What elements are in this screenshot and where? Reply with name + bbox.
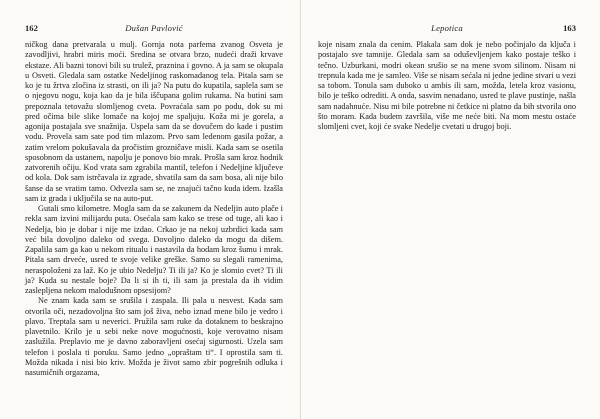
paragraph: Ne znam kada sam se srušila i zaspala. Ili pala u nesvest. Kada sam otvorila oči, nezadovoljna što sam još živa, nebo iznad mene bilo je vedro i plavo. Treptala sam u neverici. Pružila sam ruke da dotaknem to beskrajno plavetnilo. Krilo je u sebi neke nove mogućnosti, koje verovatno nisam zaslužila. Preplavio me je davno zaboravljeni osećaj sigurnosti. Uzela sam telefon i poslala ti poruku. Samo jedno „opraštam ti“. I oprostila sam ti. Možda nikada i nisi bio kriv. Možda je život samo zbir pogrešnih odluka i nasumičnih orgazama, (25, 296, 283, 377)
running-head-title: Lepotica (431, 23, 463, 33)
running-head-right (318, 22, 576, 34)
paragraph: Gutali smo kilometre. Mogla sam da se zakunem da Nedeljin auto plače i rekla sam izvini milijardu puta. Osećala sam kako se trese od tuge, ali kao i Nedelja, bio je dobar i nije me izdao. Crkao je na nekoj uzbrdici kada sam već bila dovoljno daleko od svega. Dovoljno daleko da mogu da dišem. Zapalila sam ga kao u nekom ritualu i nastavila da hodam kroz šumu i mrak. Pitala sam drveće, usred te svoje velike greške. Samo su slegali ramenima, neraspoloženi za laž. Ko je ubio Nedelju? Ti ili ja? Ko je slomio cvet? Ti ili ja? Kuda su nestale boje? Da li si ih ti, ili sam ja prestala da ih vidim zaslepljena nekom malodušnom opsesijom? (25, 204, 283, 295)
body-text-left (25, 40, 283, 378)
running-head-author: Dušan Pavlović (125, 23, 183, 33)
body-text-right (318, 40, 576, 132)
paragraph: ničkog dana pretvarala u mulj. Gornja nota parfema zvanog Osveta je zavodljivi, hrabri miris moći. Sredina se otvara brzo, nudeći draži krvave ekstaze. Ali bazni tonovi bili su trulež, praznina i govno. A ja sam se okupala u Osveti. Gledala sam ostatke Nedeljinog raskomadanog tela. Pitala sam se ko je tu žrtva zločina iz strasti, on ili ja? Na putu do kupatila, saplela sam se o njegovu nogu, koja kao da je bila iščupana golim rukama. Na butini sam prepoznala tetovažu slomljenog cveta. Povraćala sam po podu, dok su mi pred očima bile slike lomače na kojoj me spaljuju. Koža mi je gorela, a agonija postajala sve snažnija. Uspela sam da se dovučem do kade i pustim vodu. Provela sam sate pod tim mlazom. Prvo sam ledenom gasila požar, a zatim vrelom pokušavala da pročistim grozničave misli. Kada sam se osetila sposobnom da ustanem, napolju je ponovo bio mrak. Prošla sam kroz hodnik zatvorenih očiju. Kod vrata sam zgrabila mantil, telefon i Nedeljine ključeve od kola. Dok sam istrčavala iz zgrade, shvatila sam da sam bosa, ali nije bilo šanse da se vratim tamo. Odvezla sam se, ne znajući tačno kuda idem. Izašla sam iz grada i uključila se na auto-put. (25, 40, 283, 203)
paragraph: koje nisam znala da cenim. Plakala sam dok je nebo počinjalo da ključa i postajalo sve tamnije. Gledala sam sa oduševljenjem kako postaje teško i tečno. Uzburkani, modri okean srušio se na mene svom silinom. Nisam ni trepnula kada me je samleo. Više se nisam sećala ni jedne jedine stvari u vezi sa tobom. Tonula sam duboko u ambis ili sam, možda, letela kroz vasionu, bilo je teško odrediti. A onda, sasvim nenadano, usred te plave pustinje, našla sam nadahnuće. Nisu mi bile potrebne ni četkice ni platno da bih stvorila ono što moram. Kada budem završila, više me neće biti. Na mom mestu ostaće slomljeni cvet, koji će svake Nedelje cvetati u drugoj boji. (318, 40, 576, 131)
page-right (300, 0, 600, 419)
running-head-left (25, 22, 283, 34)
page-number-right: 163 (563, 23, 576, 33)
page-number-left: 162 (25, 23, 38, 33)
